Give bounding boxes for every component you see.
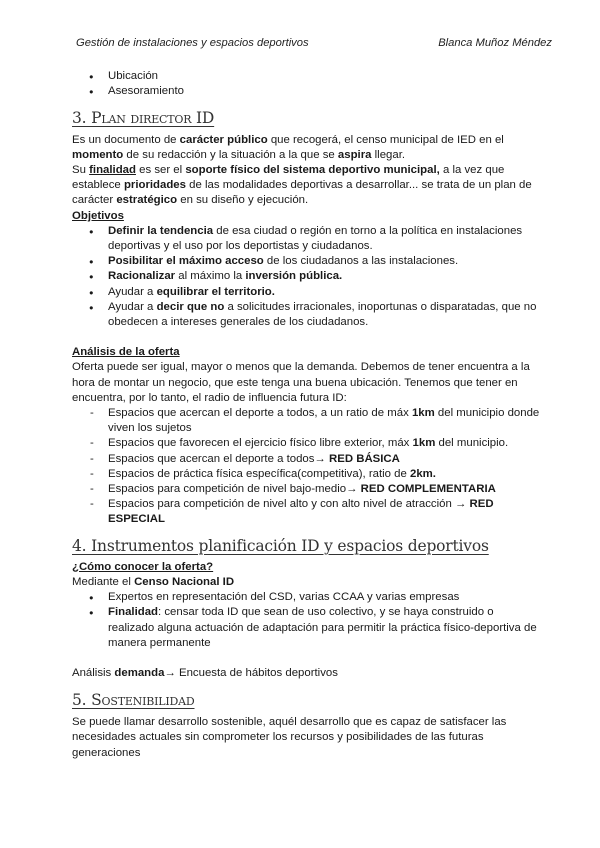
section-heading-plan-director: 3. Plan director ID (72, 108, 215, 127)
list-item: ● Asesoramiento (72, 84, 540, 99)
objectives-label: Objetivos (72, 209, 124, 222)
author-name: Blanca Muñoz Méndez (438, 37, 552, 49)
list-item: ● Ubicación (72, 69, 540, 84)
census-list (72, 590, 540, 651)
list-item: - Espacios para competición de nivel alto y con alto nivel de atracción → RED ESPECIAL (72, 497, 540, 527)
list-item: - Espacios para competición de nivel bajo-medio→ RED COMPLEMENTARIA (72, 482, 540, 497)
demand-analysis-line: Análisis demanda→ Encuesta de hábitos deportivos (72, 666, 338, 679)
list-item: - Espacios de práctica física específica(competitiva), ratio de 2km. (72, 467, 540, 482)
list-item: ● Racionalizar al máximo la inversión pública. (72, 269, 540, 284)
list-item: - Espacios que favorecen el ejercicio físico libre exterior, máx 1km del municipio. (72, 436, 540, 451)
sustainability-text: Se puede llamar desarrollo sostenible, aquél desarrollo que es capaz de satisfacer las necesidades actuales sin comprometer los recursos y posibilidades de las futuras generaciones (72, 716, 507, 759)
list-item: ● Finalidad: censar toda ID que sean de uso colectivo, y se haya construido o realizado alguna actuación de adaptación para permitir la práctica físico-deportiva de manera permanente (72, 605, 540, 651)
section-heading-instrumentos: 4. Instrumentos planificación ID y espacios deportivos (72, 536, 489, 555)
list-item: - Espacios que acercan el deporte a todos, a un ratio de máx 1km del municipio donde viven los sujetos (72, 406, 540, 436)
offer-analysis-label: Análisis de la oferta (72, 346, 180, 359)
paragraph-definition: Es un documento de carácter público que recogerá, el censo municipal de IED en el momento de su redacción y la situación a la que se aspira llegar. (72, 133, 504, 161)
course-title: Gestión de instalaciones y espacios deportivos (76, 37, 309, 49)
influence-radius-list (72, 406, 540, 528)
question-label: ¿Cómo conocer la oferta? (72, 560, 214, 573)
list-item: ● Expertos en representación del CSD, varias CCAA y varias empresas (72, 590, 540, 605)
list-item: ● Ayudar a equilibrar el territorio. (72, 285, 540, 300)
list-item: ● Ayudar a decir que no a solicitudes irracionales, inoportunas o disparatadas, que no obedecen a intereses generales de los ciudadanos. (72, 300, 540, 330)
offer-analysis-text: Oferta puede ser igual, mayor o menos que la demanda. Debemos de tener encuentra a la hora de montar un negocio, que este tenga una buena ubicación. Tenemos que tener en encuentra, por lo tanto, el radio de influencia futura ID: (72, 361, 530, 404)
list-item: ● Posibilitar el máximo acceso de los ciudadanos a las instalaciones. (72, 254, 540, 269)
page-header (72, 36, 552, 51)
section-heading-sostenibilidad: 5. Sostenibilidad (72, 691, 195, 710)
paragraph-finalidad: Su finalidad es ser el soporte físico del sistema deportivo municipal, a la vez que establece prioridades de las modalidades deportivas a desarrollar... se trata de un plan de carácter estratégico en su diseño y ejecución. (72, 164, 532, 207)
intro-bullet-list (72, 69, 540, 99)
list-item: - Espacios que acercan el deporte a todos→ RED BÁSICA (72, 452, 540, 467)
list-item: ● Definir la tendencia de esa ciudad o región en torno a la política en instalaciones deportivas y el uso por los deportistas y ciudadanos. (72, 224, 540, 254)
census-line: Mediante el Censo Nacional ID (72, 575, 235, 588)
objectives-list (72, 224, 540, 330)
